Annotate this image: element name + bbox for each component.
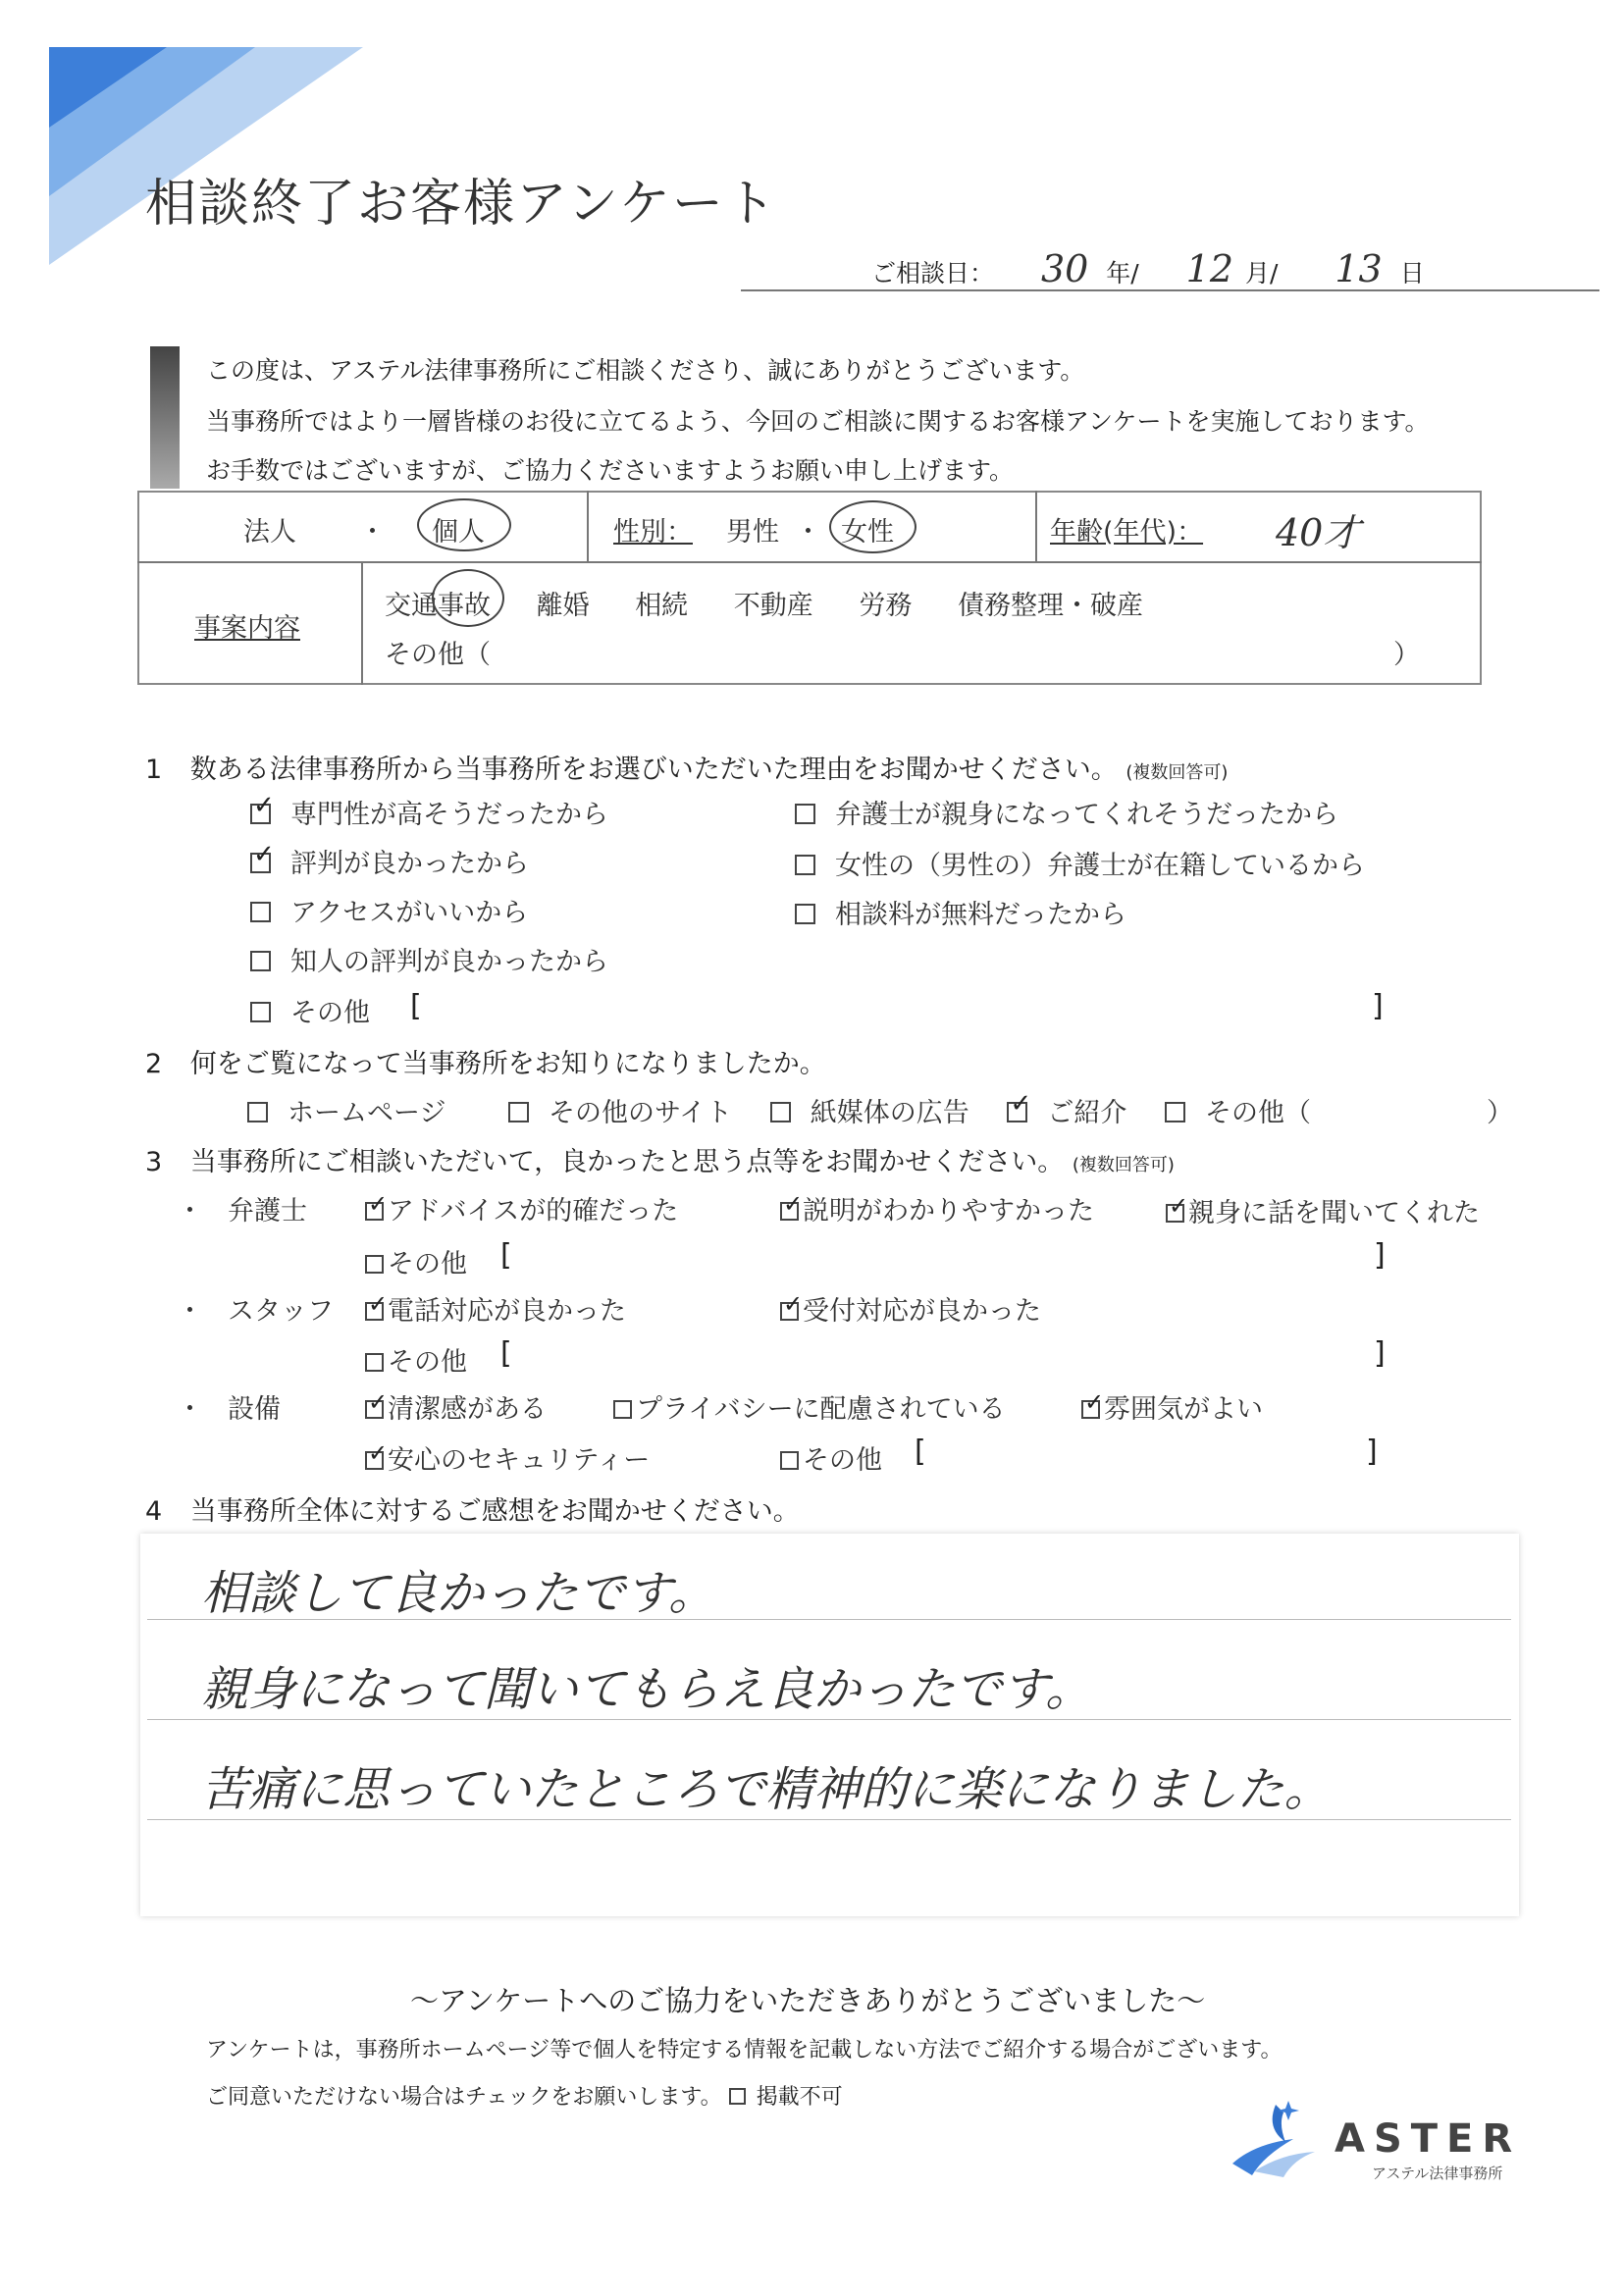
checkbox-checked-icon[interactable] — [250, 804, 271, 824]
q4-text: 当事務所全体に対するご感想をお聞かせください。 — [189, 1496, 800, 1527]
checkbox-checked-icon[interactable] — [1166, 1204, 1184, 1223]
q1-expertise-label: 専門性が高そうだったから — [290, 800, 608, 830]
checkbox-icon[interactable] — [795, 904, 815, 924]
checkbox-checked-icon[interactable] — [1081, 1400, 1100, 1419]
q4-answer-line-3: 苦痛に思っていたところで精神的に楽になりました。 — [201, 1762, 1332, 1817]
checkbox-icon[interactable] — [508, 1102, 529, 1122]
logo-name: ASTER — [1335, 2116, 1522, 2162]
q1-acquaintance-label: 知人の評判が良かったから — [290, 947, 608, 977]
q3-facility-privacy[interactable] — [613, 1387, 1006, 1426]
case-inheritance[interactable]: 相続 — [635, 591, 689, 621]
q1-access[interactable] — [250, 891, 528, 929]
q1-female[interactable] — [795, 844, 1365, 882]
corner-decoration — [0, 0, 393, 285]
footer-note-1: アンケートは，事務所ホームページ等で個人を特定する情報を記載しない方法でご紹介する場合がございます。 — [206, 2038, 1283, 2062]
checkbox-icon[interactable] — [729, 2088, 746, 2105]
q1-acquaintance[interactable] — [250, 940, 608, 978]
case-other-close: ） — [1393, 640, 1420, 670]
intro-line-2: 当事務所ではより一層皆様のお役に立てるよう、今回のご相談に関するお客様アンケートを実施しております。 — [206, 407, 1430, 436]
q2-referral-label: ご紹介 — [1047, 1098, 1127, 1128]
date-underline — [741, 289, 1599, 291]
footer-thanks: ～アンケートへのご協力をいただきありがとうございました～ — [410, 1984, 1206, 2017]
q3-lawyer-bullet: ・ — [177, 1196, 203, 1226]
q3-staff-phone-label: 電話対応が良かった — [388, 1296, 626, 1327]
checkbox-icon[interactable] — [365, 1255, 384, 1274]
answer-rule-3 — [147, 1819, 1511, 1820]
q1-number: 1 — [145, 755, 163, 785]
age-label: 年齢(年代)： — [1050, 517, 1204, 548]
q3-lawyer-listen[interactable] — [1166, 1191, 1480, 1229]
day-unit: 日 — [1399, 259, 1425, 287]
q1-note: (複数回答可) — [1126, 762, 1229, 783]
checkbox-checked-icon[interactable] — [365, 1202, 384, 1221]
q1-access-label: アクセスがいいから — [290, 898, 529, 928]
corp-dot: ・ — [359, 517, 386, 548]
checkbox-checked-icon[interactable] — [365, 1451, 384, 1470]
gender-dot: ・ — [795, 517, 821, 548]
checkbox-icon[interactable] — [770, 1102, 791, 1122]
q2-other-label: その他（ — [1204, 1098, 1311, 1128]
checkbox-checked-icon[interactable] — [365, 1400, 384, 1419]
q3-facility-security[interactable] — [365, 1438, 650, 1477]
q3-facility-atmosphere-label: 雰囲気がよい — [1104, 1394, 1263, 1425]
q2-other-site[interactable] — [508, 1098, 732, 1128]
q3-lawyer-listen-label: 親身に話を聞いてくれた — [1188, 1198, 1480, 1228]
male-label[interactable]: 男性 — [726, 517, 779, 548]
q3-staff-other-label: その他 — [388, 1347, 467, 1378]
footer-note-2-text: ご同意いただけない場合はチェックをお願いします。 — [206, 2085, 722, 2110]
q3-lawyer-other-label: その他 — [388, 1249, 467, 1279]
case-labor[interactable]: 労務 — [859, 591, 913, 621]
profile-col-divider-3 — [361, 561, 363, 685]
q1-other-label: その他 — [290, 998, 370, 1028]
q3-facility-bracket-close: ] — [1366, 1435, 1378, 1469]
footer-note-2 — [206, 2080, 843, 2111]
year-unit: 年/ — [1106, 259, 1139, 287]
checkbox-checked-icon[interactable] — [780, 1302, 799, 1321]
month-value[interactable]: 12 — [1185, 247, 1234, 290]
checkbox-icon[interactable] — [365, 1353, 384, 1372]
q4-answer-line-2: 親身になって聞いてもらえ良かったです。 — [201, 1662, 1093, 1717]
intro-sidebar — [150, 346, 180, 489]
q3-lawyer-bracket-open: [ — [500, 1238, 512, 1273]
q3-lawyer-advice-label: アドバイスが的確だった — [388, 1196, 679, 1226]
no-publish-label: 掲載不可 — [756, 2085, 843, 2110]
profile-row-divider — [137, 561, 1482, 563]
case-realestate[interactable]: 不動産 — [733, 591, 813, 621]
q3-facility-privacy-label: プライバシーに配慮されている — [636, 1394, 1006, 1425]
q3-facility-bullet: ・ — [177, 1394, 203, 1425]
q2-referral[interactable] — [1007, 1098, 1126, 1128]
answer-rule-2 — [147, 1719, 1511, 1720]
q3-facility-bracket-open: [ — [915, 1435, 926, 1469]
checkbox-icon[interactable] — [250, 902, 271, 922]
q1-caring[interactable] — [795, 793, 1338, 831]
q3-staff-phone[interactable] — [365, 1289, 626, 1328]
checkbox-checked-icon[interactable] — [250, 853, 271, 873]
case-debt[interactable]: 債務整理・破産 — [957, 591, 1143, 621]
consult-date — [871, 247, 1425, 290]
q2-options — [247, 1091, 1311, 1129]
aster-logo-icon — [1225, 2095, 1319, 2183]
q1-free-label: 相談料が無料だったから — [835, 900, 1126, 930]
q1-text: 数ある法律事務所から当事務所をお選びいただいた理由をお聞かせください。 — [189, 755, 1118, 785]
q2-other-close: ） — [1487, 1098, 1513, 1128]
q1-caring-label: 弁護士が親身になってくれそうだったから — [835, 800, 1338, 830]
q3-facility-other-label: その他 — [803, 1445, 882, 1476]
checkbox-icon[interactable] — [247, 1102, 268, 1122]
q3-lawyer-explain-label: 説明がわかりやすかった — [803, 1196, 1094, 1226]
female-circle — [829, 500, 916, 553]
page-title: 相談終了お客様アンケート — [145, 175, 778, 234]
checkbox-checked-icon[interactable] — [1007, 1102, 1027, 1122]
q4-answer-line-1: 相談して良かったです。 — [201, 1566, 716, 1621]
q3-facility-label: 設備 — [228, 1394, 281, 1425]
profile-col-divider-2 — [1035, 491, 1037, 561]
checkbox-icon[interactable] — [1165, 1102, 1185, 1122]
gender-label: 性別： — [613, 517, 693, 548]
case-divorce[interactable]: 離婚 — [536, 591, 590, 621]
q4-number: 4 — [145, 1496, 163, 1527]
checkbox-icon[interactable] — [250, 951, 271, 971]
q3-heading — [145, 1140, 1175, 1178]
checkbox-icon[interactable] — [780, 1451, 799, 1470]
checkbox-icon[interactable] — [795, 855, 815, 875]
q3-staff-bracket-open: [ — [500, 1336, 512, 1371]
q2-paper[interactable] — [770, 1098, 969, 1128]
q2-paper-label: 紙媒体の広告 — [810, 1098, 969, 1128]
checkbox-icon[interactable] — [795, 804, 815, 824]
intro-line-1: この度は、アステル法律事務所にご相談くださり、誠にありがとうございます。 — [206, 356, 1085, 385]
corp-label[interactable]: 法人 — [243, 517, 296, 548]
q3-staff-reception-label: 受付対応が良かった — [803, 1296, 1041, 1327]
q3-lawyer-advice[interactable] — [365, 1189, 678, 1227]
q3-facility-other[interactable] — [780, 1438, 882, 1477]
individual-label[interactable]: 個人 — [432, 517, 485, 548]
checkbox-checked-icon[interactable] — [365, 1302, 384, 1321]
q4-heading — [145, 1489, 800, 1528]
q1-reputation[interactable] — [250, 842, 529, 880]
day-value[interactable]: 13 — [1335, 247, 1383, 290]
q3-text: 当事務所にご相談いただいて，良かったと思う点等をお聞かせください。 — [189, 1147, 1065, 1177]
case-label: 事案内容 — [194, 613, 300, 644]
q1-other-bracket-open: [ — [410, 989, 422, 1023]
case-traffic[interactable]: 交通事故 — [385, 591, 491, 621]
q1-reputation-label: 評判が良かったから — [290, 849, 529, 879]
q3-facility-security-label: 安心のセキュリティー — [388, 1445, 651, 1476]
year-value[interactable]: 30 — [1040, 247, 1089, 290]
q3-lawyer-explain[interactable] — [780, 1189, 1094, 1227]
q3-lawyer-other[interactable] — [365, 1242, 467, 1280]
q3-staff-label: スタッフ — [228, 1296, 334, 1327]
q3-facility-clean-label: 清潔感がある — [388, 1394, 547, 1425]
q2-number: 2 — [145, 1049, 163, 1079]
q3-staff-bullet: ・ — [177, 1296, 203, 1327]
case-other[interactable]: その他（ — [385, 640, 491, 670]
checkbox-icon[interactable] — [613, 1400, 632, 1419]
q1-female-label: 女性の（男性の）弁護士が在籍しているから — [835, 851, 1365, 881]
individual-circle — [417, 498, 511, 551]
q3-staff-reception[interactable] — [780, 1289, 1041, 1328]
q1-expertise[interactable] — [250, 793, 608, 831]
q1-free[interactable] — [795, 893, 1126, 931]
q3-number: 3 — [145, 1147, 163, 1177]
q2-homepage[interactable] — [247, 1098, 445, 1128]
q2-heading — [145, 1042, 826, 1080]
checkbox-checked-icon[interactable] — [780, 1202, 799, 1221]
age-value[interactable]: 40才 — [1276, 511, 1361, 554]
q3-facility-atmosphere[interactable] — [1081, 1387, 1263, 1426]
q2-homepage-label: ホームページ — [288, 1098, 446, 1128]
date-label: ご相談日： — [871, 259, 995, 287]
q2-text: 何をご覧になって当事務所をお知りになりましたか。 — [189, 1049, 826, 1079]
q1-other-bracket-close: ] — [1372, 989, 1384, 1023]
q2-other[interactable] — [1165, 1098, 1311, 1128]
female-label[interactable]: 女性 — [841, 517, 894, 548]
profile-col-divider-1 — [587, 491, 589, 561]
q3-staff-bracket-close: ] — [1374, 1336, 1386, 1371]
checkbox-icon[interactable] — [250, 1002, 271, 1022]
q3-lawyer-label: 弁護士 — [228, 1196, 307, 1226]
q3-facility-clean[interactable] — [365, 1387, 547, 1426]
traffic-circle — [432, 569, 504, 627]
q3-lawyer-bracket-close: ] — [1374, 1238, 1386, 1273]
logo-sub: アステル法律事務所 — [1372, 2165, 1503, 2182]
q1-other[interactable] — [250, 991, 370, 1029]
q2-other-site-label: その他のサイト — [549, 1098, 733, 1128]
q3-note: (複数回答可) — [1072, 1155, 1175, 1175]
intro-line-3: お手数ではございますが、ご協力くださいますようお願い申し上げます。 — [206, 456, 1015, 485]
q1-heading — [145, 748, 1228, 786]
month-unit: 月/ — [1244, 259, 1279, 287]
q3-staff-other[interactable] — [365, 1340, 467, 1379]
